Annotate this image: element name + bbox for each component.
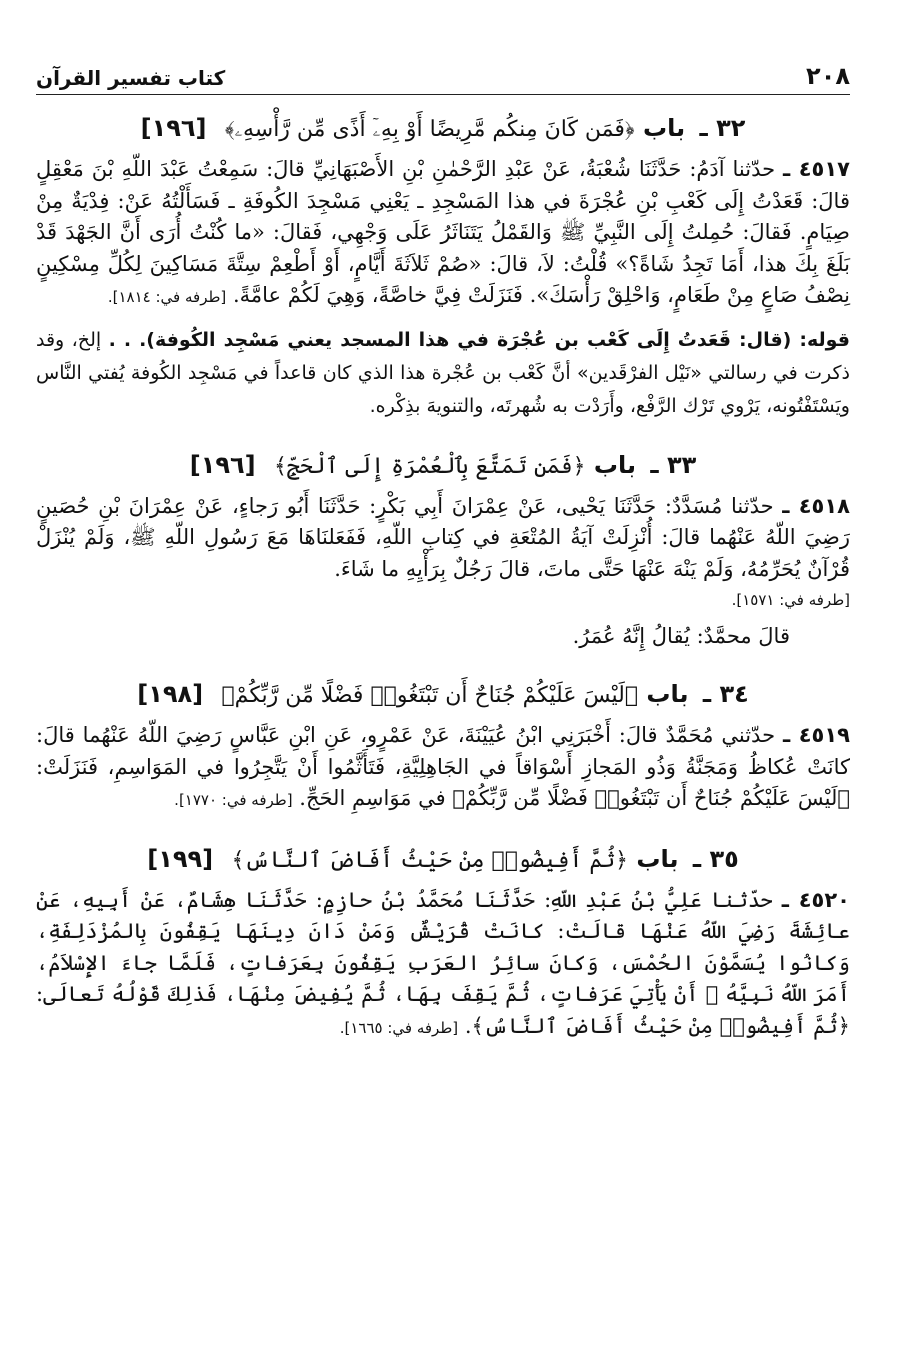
commentary-lead: قوله: (قال: قَعَدتُ إِلَى كَعْب بن عُجْرَة في هذا المسجد يعني مَسْجِد الكُوفة). . . <box>108 328 850 351</box>
hadith-text: حدّثنا عَلِيُّ بْنُ عَبْدِ اللّهِ: حَدَّثَنَا مُحَمَّدُ بْنُ حازِمٍ: حَدَّثَنَا هِشَامٌ، عَنْ أَبِيهِ، عَنْ عائِشَةَ رَضِيَ اللّهُ عَنْهَا قالَتْ: كانَتْ قُرَيْشٌ وَمَنْ دَانَ دِينَهَا يَقِفُونَ بِالمُزْدَلِفَةِ، وَكانُوا يُسَمَّوْنَ الحُمْسَ، وَكانَ سائِرُ العَرَبِ يَقِفُونَ بِعَرَفاتٍ، فَلَمَّا جاءَ الإِسْلاَمُ، أَمَرَ اللّهُ نَبِيَّهُ ﷺ أَنْ يَأْتِيَ عَرَفاتٍ، ثُمَّ يَقِفَ بِهَا، ثُمَّ يُفِيضَ مِنْهَا، فَذلِكَ قَوْلُهُ تَعالَى: ﴿ثُمَّ أَفِيضُوا۟ مِنْ حَيْثُ أَفَاضَ ٱلنَّاسُ﴾. <box>36 887 850 1038</box>
bab-word: باب <box>636 844 679 873</box>
tarfuh-reference: [طرفه في: ١٥٧١]. <box>731 591 850 609</box>
commentary <box>36 324 850 423</box>
page-content <box>36 108 850 1044</box>
hadith-text: حدّثنا آدَمُ: حَدَّثَنَا شُعْبَةُ، عَنْ عَبْدِ الرَّحْمٰنِ بْنِ الأَصْبَهَانِيِّ قالَ: سَمِعْتُ عَبْدَ اللّهِ بْنَ مَعْقِلٍ قالَ: قَعَدْتُ إِلَى كَعْبِ بْنِ عُجْرَةَ في هذا المَسْجِدِ ـ يَعْنِي مَسْجِدَ الكُوفَةِ ـ فَسَأَلْتُهُ عَنْ: فِدْيَةٌ مِنْ صِيَامٍ. فَقالَ: حُمِلتُ إِلَى النَّبِيِّ ﷺ وَالقَمْلُ يَتَنَاثَرُ عَلَى وَجْهِي، فَقالَ: «ما كُنْتُ أُرَى أَنَّ الجَهْدَ قَدْ بَلَغَ بِكَ هذا، أَمَا تَجِدُ شَاةً؟» قُلْتُ: لاَ، قالَ: «صُمْ ثَلاَثَةَ أَيَّامٍ، أَوْ أَطْعِمْ سِتَّةَ مَسَاكِينَ لِكُلِّ مِسْكِينٍ نِصْفُ صَاعٍ مِنْ طَعَامٍ، وَاحْلِقْ رَأْسَكَ». فَنَزَلَتْ فِيَّ خاصَّةً، وَهِيَ لَكُمْ عامَّةً. <box>36 157 850 307</box>
ayah-reference: [١٩٨] <box>137 680 204 708</box>
commentary-text: إلخ، وقد ذكرت في رسالتي «نَيْل الفرْقَدين» أنَّ كَعْب بن عُجْرة هذا الذي كان قاعداً في مَسْجِد الكُوفة يُفتي النَّاس ويَسْتَفْتُونه، يَرْوي تَرْك الرَّفْع، وأَرَدْت به شُهرتَه، والتنويهَ بذِكْره. <box>36 328 850 417</box>
page-header <box>36 50 850 95</box>
bab-number: ٣٢ ـ <box>699 114 746 142</box>
hadith-4517 <box>36 154 850 314</box>
hadith-number: ٤٥١٧ ـ <box>782 157 850 181</box>
hadith-4519 <box>36 720 850 817</box>
narrator-note: قالَ محمَّدٌ: يُقالُ إِنَّهُ عُمَرُ. <box>572 624 790 648</box>
page-number: ٢٠٨ <box>806 62 850 90</box>
bab-heading-34 <box>36 674 850 716</box>
bab-word: باب <box>646 680 689 708</box>
ayah-reference: [١٩٦] <box>140 114 207 142</box>
ayah-reference: [١٩٩] <box>147 844 214 873</box>
tarfuh-reference: [طرفه في: ١٧٧٠]. <box>174 791 293 809</box>
running-title: كتاب تفسير القرآن <box>36 66 226 90</box>
hadith-number: ٤٥٢٠ ـ <box>781 887 850 912</box>
tarfuh-reference: [طرفه في: ١٨١٤]. <box>107 288 227 306</box>
quran-verse: ﴿فَمَن تَمَتَّعَ بِٱلْعُمْرَةِ إِلَى ٱلْحَجِّ﴾ <box>273 453 586 479</box>
hadith-4518 <box>36 491 850 586</box>
quran-verse: ﴿فَمَن كَانَ مِنكُم مَّرِيضًا أَوْ بِهِۦٓ أَذًى مِّن رَّأْسِهِۦ﴾ <box>224 117 635 142</box>
quran-verse: ﴿لَيْسَ عَلَيْكُمْ جُنَاحٌ أَن تَبْتَغُوا۟ فَضْلًا مِّن رَّبِّكُمْ﴾ <box>221 683 639 708</box>
hadith-number: ٤٥١٨ ـ <box>782 493 850 518</box>
bab-heading-33 <box>36 445 850 487</box>
bab-number: ٣٥ ـ <box>692 844 739 873</box>
bab-heading-35 <box>36 839 850 881</box>
hadith-text: حدّثني مُحَمَّدٌ قالَ: أَخْبَرَنِي ابْنُ عُيَيْنَةَ، عَنْ عَمْرٍو، عَنِ ابْنِ عَبَّاسٍ رَضِيَ اللّهُ عَنْهُما قالَ: كانَتْ عُكاظُ وَمَجَنَّةُ وَذُو المَجازِ أَسْوَاقاً في الجَاهِلِيَّةِ، فَتَأَثَّمُوا أَنْ يَتَّجِرُوا في المَوَاسِمِ، فَنَزَلَتْ: ﴿لَيْسَ عَلَيْكُمْ جُنَاحٌ أَن تَبْتَغُوا۟ فَضْلًا مِّن رَّبِّكُمْ﴾ في مَوَاسِمِ الحَجِّ. <box>36 723 850 810</box>
bab-word: باب <box>593 450 637 479</box>
bab-number: ٣٤ ـ <box>702 680 749 708</box>
bab-number: ٣٣ ـ <box>650 450 697 479</box>
ayah-reference: [١٩٦] <box>189 450 256 479</box>
hadith-number: ٤٥١٩ ـ <box>782 723 850 747</box>
bab-heading-32 <box>36 108 850 150</box>
hadith-text: حدّثنا مُسَدَّدٌ: حَدَّثَنَا يَحْيى، عَنْ عِمْرَانَ أَبِي بَكْرٍ: حَدَّثَنَا أَبُو رَجاءٍ، عَنْ عِمْرَانَ بْنِ حُصَينٍ رَضِيَ اللّهُ عَنْهُما قالَ: أُنْزِلَتْ آيَةُ المُتْعَةِ في كِتابِ اللّهِ، فَفَعَلنَاهَا مَعَ رَسُولِ اللّهِ ﷺ، وَلَمْ يُنْزَلْ قُرْآنٌ يُحَرِّمُهُ، وَلَمْ يَنْهَ عَنْهَا حَتَّى ماتَ، قالَ رَجُلٌ بِرَأْيِهِ ما شَاءَ. <box>36 493 850 581</box>
tarfuh-reference: [طرفه في: ١٦٦٥]. <box>339 1018 459 1037</box>
bab-word: باب <box>643 114 686 142</box>
hadith-4520 <box>36 885 850 1045</box>
quran-verse: ﴿ثُمَّ أَفِيضُوا۟ مِنْ حَيْثُ أَفَاضَ ٱلنَّاسُ﴾ <box>231 847 629 873</box>
